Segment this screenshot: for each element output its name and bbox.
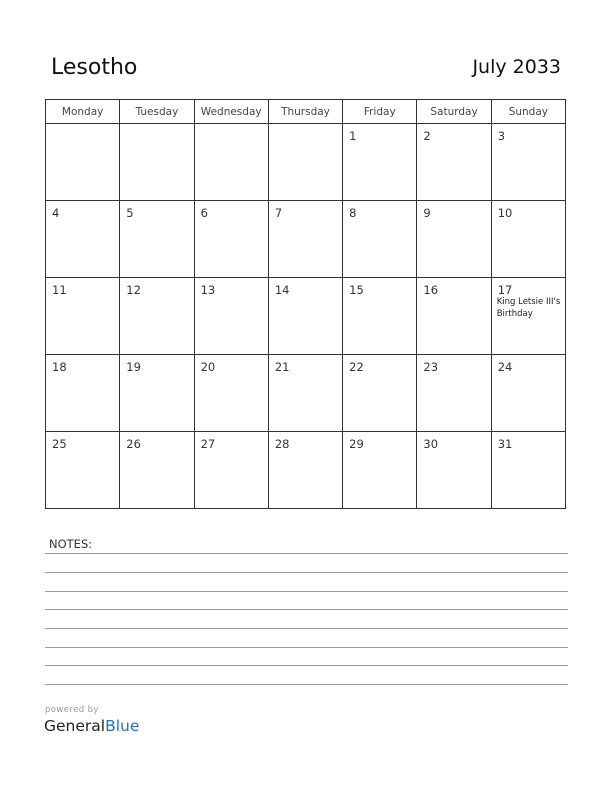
day-number: 14: [274, 283, 290, 297]
day-number: 13: [200, 283, 216, 297]
day-number: 29: [349, 437, 364, 451]
powered-by-text: powered by: [45, 705, 99, 715]
notes-line: [45, 572, 568, 573]
day-cell: [417, 201, 491, 278]
notes-line: [45, 628, 568, 629]
day-number: 16: [423, 283, 439, 297]
day-number: 31: [497, 437, 513, 451]
day-cell: [120, 201, 194, 278]
day-cell: [491, 355, 565, 432]
day-number: 25: [52, 437, 67, 451]
day-number: 19: [126, 360, 141, 374]
day-cell: [46, 278, 120, 355]
notes-line: [45, 684, 568, 685]
day-cell: [120, 432, 194, 509]
day-number: 5: [126, 206, 134, 220]
day-cell: [491, 432, 565, 509]
day-number: 1: [349, 129, 357, 143]
day-number: 30: [423, 437, 439, 451]
day-cell: [120, 355, 194, 432]
day-number: 17: [497, 283, 513, 297]
day-cell: [194, 201, 268, 278]
day-number: 23: [423, 360, 439, 374]
day-cell: [194, 278, 268, 355]
weekday-header-row: [46, 100, 566, 124]
generalblue-logo: [44, 717, 139, 735]
holiday-label: King Letsie III's Birthday: [496, 297, 561, 319]
day-number: 28: [274, 437, 290, 451]
day-number: 10: [497, 206, 513, 220]
week-row: [46, 355, 566, 432]
day-number: 2: [423, 129, 431, 143]
day-cell: [46, 355, 120, 432]
weekday-tuesday: Tuesday: [120, 100, 194, 124]
day-cell: [194, 355, 268, 432]
brand-general: General: [44, 717, 106, 735]
day-cell: [417, 278, 491, 355]
day-number: 20: [200, 360, 216, 374]
day-cell: [194, 124, 268, 201]
day-cell: [343, 432, 417, 509]
day-cell: [120, 278, 194, 355]
day-cell: [343, 124, 417, 201]
day-number: 8: [349, 206, 357, 220]
weekday-saturday: Saturday: [417, 100, 491, 124]
month-year-title: July 2033: [472, 56, 561, 78]
weekday-friday: Friday: [343, 100, 417, 124]
day-cell: [46, 201, 120, 278]
day-number: 6: [200, 206, 208, 220]
calendar-grid: [45, 99, 566, 509]
day-number: 22: [349, 360, 364, 374]
day-cell: [268, 355, 342, 432]
day-number: 18: [52, 360, 67, 374]
country-title: Lesotho: [51, 55, 138, 80]
brand-blue: Blue: [105, 717, 140, 735]
day-number: 11: [52, 283, 67, 297]
weekday-wednesday: Wednesday: [194, 100, 268, 124]
day-cell: [268, 201, 342, 278]
day-number: 7: [274, 206, 283, 220]
day-cell: [194, 432, 268, 509]
day-cell: [417, 432, 491, 509]
day-number: 15: [349, 283, 364, 297]
week-row: [46, 124, 566, 201]
day-cell: [491, 124, 565, 201]
day-cell: [268, 432, 342, 509]
day-cell: [120, 124, 194, 201]
week-row: [46, 432, 566, 509]
day-cell: [417, 124, 491, 201]
notes-line: [45, 553, 568, 554]
day-number: 12: [126, 283, 141, 297]
day-number: 26: [126, 437, 141, 451]
day-cell: [491, 201, 565, 278]
day-cell: [491, 278, 565, 355]
notes-line: [45, 647, 568, 648]
notes-label: NOTES:: [49, 537, 93, 551]
day-cell: [343, 201, 417, 278]
week-row: [46, 278, 566, 355]
day-cell: [343, 355, 417, 432]
day-cell: [46, 432, 120, 509]
notes-line: [45, 609, 568, 610]
weekday-sunday: Sunday: [491, 100, 565, 124]
day-number: 9: [423, 206, 431, 220]
weekday-thursday: Thursday: [268, 100, 342, 124]
day-cell: [343, 278, 417, 355]
day-cell: [417, 355, 491, 432]
weekday-monday: Monday: [46, 100, 120, 124]
week-row: [46, 201, 566, 278]
notes-line: [45, 591, 568, 592]
day-number: 4: [52, 206, 60, 220]
notes-line: [45, 665, 568, 666]
day-number: 21: [274, 360, 290, 374]
day-cell: [268, 124, 342, 201]
day-number: 3: [497, 129, 506, 143]
day-number: 24: [497, 360, 513, 374]
day-cell: [268, 278, 342, 355]
day-cell: [46, 124, 120, 201]
day-number: 27: [200, 437, 216, 451]
